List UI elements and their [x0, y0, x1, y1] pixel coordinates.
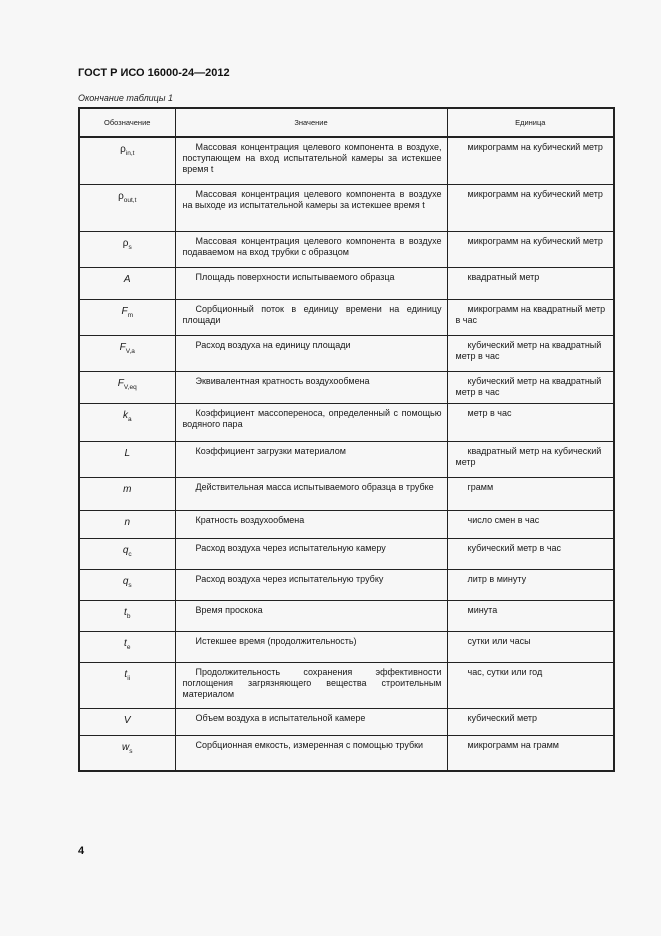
value-cell: Истекшее время (продолжительность)	[175, 631, 447, 662]
unit-cell: литр в минуту	[447, 569, 614, 600]
value-cell: Объем воздуха в испытательной камере	[175, 708, 447, 735]
table-body	[79, 137, 614, 771]
symbol-main: q	[122, 544, 129, 556]
symbol-cell	[79, 335, 175, 371]
symbol-cell	[79, 403, 175, 441]
column-header-symbol: Обозначение	[79, 108, 175, 137]
unit-cell: микрограмм на квадратный метр в час	[447, 299, 614, 335]
value-cell: Массовая концентрация целевого компонента в воздухе подаваемом на вход трубки с образцом	[175, 231, 447, 267]
unit-cell: микрограмм на кубический метр	[447, 137, 614, 184]
value-cell: Массовая концентрация целевого компонента в воздухе, поступающем на вход испытательной камеры за истекшее время t	[175, 137, 447, 184]
symbol-cell	[79, 538, 175, 569]
symbol-cell	[79, 708, 175, 735]
table-row	[79, 569, 614, 600]
table-row	[79, 267, 614, 299]
unit-cell: квадратный метр	[447, 267, 614, 299]
symbol-subscript: e	[126, 643, 131, 651]
value-cell: Эквивалентная кратность воздухообмена	[175, 371, 447, 403]
symbol-cell	[79, 735, 175, 771]
document-header: ГОСТ Р ИСО 16000-24—2012	[78, 67, 230, 79]
symbol-main: A	[123, 273, 131, 285]
symbol-main: m	[123, 483, 132, 495]
value-cell: Расход воздуха через испытательную трубку	[175, 569, 447, 600]
table-row	[79, 477, 614, 510]
table-row	[79, 631, 614, 662]
symbol-subscript: m	[127, 311, 134, 319]
symbol-main: ρ	[120, 144, 126, 155]
unit-cell: кубический метр	[447, 708, 614, 735]
symbol-subscript: s	[129, 747, 133, 755]
symbol-cell	[79, 371, 175, 403]
symbol-cell	[79, 267, 175, 299]
symbol-main: F	[119, 341, 126, 353]
symbol-subscript: out,t	[123, 196, 137, 204]
table-row	[79, 231, 614, 267]
symbol-main: n	[124, 516, 131, 528]
symbol-subscript: s	[128, 243, 132, 251]
unit-cell: микрограмм на кубический метр	[447, 184, 614, 231]
value-cell: Коэффициент загрузки материалом	[175, 441, 447, 477]
table-row	[79, 335, 614, 371]
table-row	[79, 441, 614, 477]
symbol-main: k	[122, 409, 128, 421]
value-cell: Коэффициент массопереноса, определенный с помощью водяного пара	[175, 403, 447, 441]
unit-cell: час, сутки или год	[447, 662, 614, 708]
symbol-cell	[79, 569, 175, 600]
value-cell: Массовая концентрация целевого компонента в воздухе на выходе из испытательной камеры за истекшее время t	[175, 184, 447, 231]
unit-cell: сутки или часы	[447, 631, 614, 662]
value-cell: Продолжительность сохранения эффективности поглощения загрязняющего вещества строительным материалом	[175, 662, 447, 708]
value-cell: Действительная масса испытываемого образца в трубке	[175, 477, 447, 510]
symbol-cell	[79, 477, 175, 510]
value-cell: Расход воздуха через испытательную камеру	[175, 538, 447, 569]
table-row	[79, 708, 614, 735]
unit-cell: кубический метр на квадратный метр в час	[447, 335, 614, 371]
table-row	[79, 600, 614, 631]
symbol-main: F	[121, 305, 128, 317]
table-row	[79, 184, 614, 231]
unit-cell: минута	[447, 600, 614, 631]
table-row	[79, 371, 614, 403]
unit-cell: микрограмм на грамм	[447, 735, 614, 771]
symbol-subscript: V,a	[125, 347, 135, 355]
symbol-cell	[79, 662, 175, 708]
page-number: 4	[78, 845, 85, 857]
unit-cell: число смен в час	[447, 510, 614, 538]
symbol-cell	[79, 600, 175, 631]
symbol-main: F	[117, 377, 124, 389]
symbols-table	[78, 107, 615, 772]
table-row	[79, 662, 614, 708]
symbol-main: t	[124, 606, 127, 618]
value-cell: Расход воздуха на единицу площади	[175, 335, 447, 371]
table-caption: Окончание таблицы 1	[78, 93, 173, 103]
symbol-cell	[79, 231, 175, 267]
symbol-subscript: in,t	[125, 150, 135, 157]
unit-cell: метр в час	[447, 403, 614, 441]
unit-cell: кубический метр на квадратный метр в час	[447, 371, 614, 403]
unit-cell: грамм	[447, 477, 614, 510]
symbol-main: t	[124, 668, 128, 680]
table-row	[79, 510, 614, 538]
unit-cell: кубический метр в час	[447, 538, 614, 569]
symbol-main: L	[124, 447, 131, 459]
table-row	[79, 403, 614, 441]
symbol-subscript: ii	[127, 674, 131, 682]
column-header-unit: Единица	[447, 108, 614, 137]
symbol-main: V	[123, 714, 131, 726]
value-cell: Кратность воздухообмена	[175, 510, 447, 538]
symbol-main: w	[122, 741, 130, 753]
table-row	[79, 538, 614, 569]
symbol-subscript: c	[128, 550, 132, 558]
symbol-cell	[79, 137, 175, 184]
unit-cell: микрограмм на кубический метр	[447, 231, 614, 267]
table-row	[79, 137, 614, 184]
symbol-main: t	[124, 637, 127, 649]
symbol-cell	[79, 299, 175, 335]
symbol-subscript: b	[126, 612, 131, 620]
table-row	[79, 735, 614, 771]
table-header-row	[79, 108, 614, 137]
symbol-main: q	[122, 575, 129, 587]
table-row	[79, 299, 614, 335]
symbol-cell	[79, 441, 175, 477]
symbol-main: ρ	[118, 190, 124, 202]
value-cell: Площадь поверхности испытываемого образца	[175, 267, 447, 299]
value-cell: Сорбционный поток в единицу времени на единицу площади	[175, 299, 447, 335]
symbol-cell	[79, 184, 175, 231]
symbol-cell	[79, 631, 175, 662]
symbol-subscript: a	[127, 415, 132, 423]
value-cell: Время проскока	[175, 600, 447, 631]
symbol-main: ρ	[122, 237, 129, 249]
unit-cell: квадратный метр на кубический метр	[447, 441, 614, 477]
symbol-subscript: s	[128, 581, 132, 589]
symbol-cell	[79, 510, 175, 538]
symbol-subscript: V,eq	[123, 383, 137, 391]
value-cell: Сорбционная емкость, измеренная с помощью трубки	[175, 735, 447, 771]
column-header-value: Значение	[175, 108, 447, 137]
